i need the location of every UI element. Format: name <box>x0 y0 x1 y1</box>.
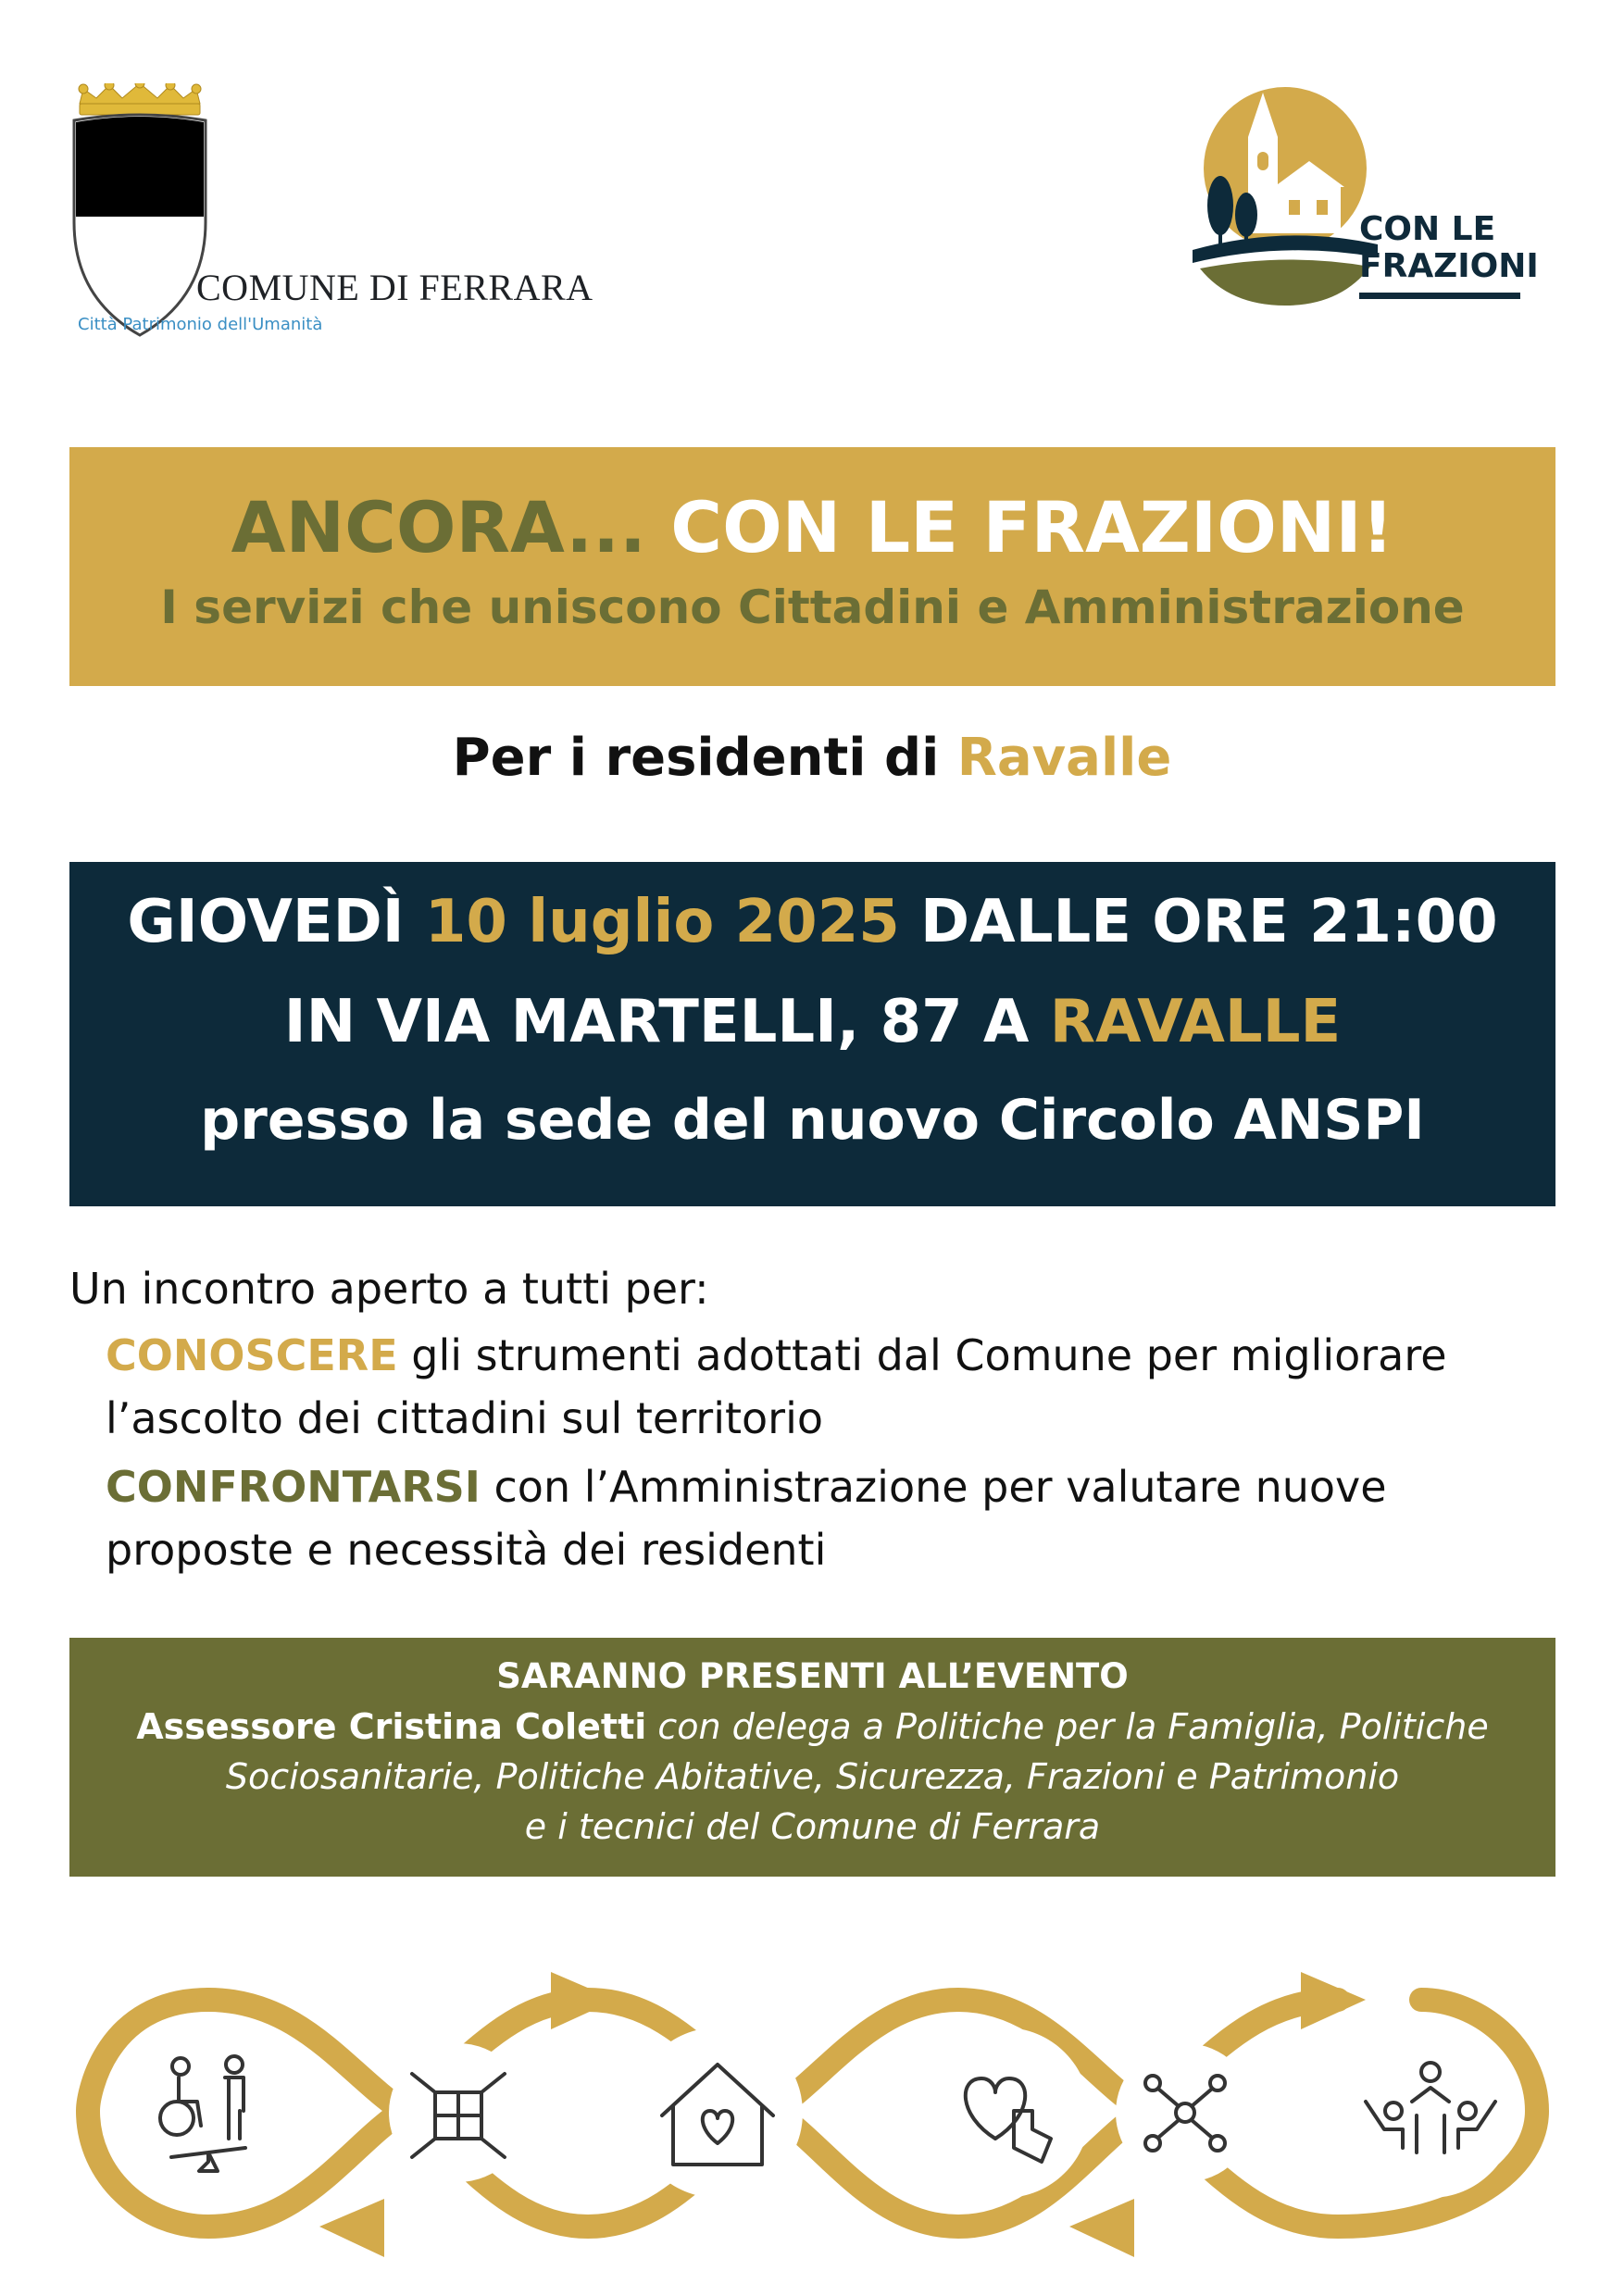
title-band <box>69 447 1555 686</box>
ferrara-coat-of-arms-logo <box>65 83 620 352</box>
bullet-text: gli strumenti adottati dal Comune per migliorare l’ascolto dei cittadini sul territorio <box>106 1330 1447 1443</box>
wordmark-underline <box>1359 293 1520 299</box>
event-venue: presso la sede del nuovo Circolo ANSPI <box>200 1088 1425 1153</box>
presenter-role-cont: Sociosanitarie, Politiche Abitative, Sicurezza, Frazioni e Patrimonio <box>225 1756 1400 1797</box>
presenter-role: con delega a Politiche per la Famiglia, Politiche <box>646 1706 1489 1747</box>
event-time: DALLE ORE 21:00 <box>899 888 1498 956</box>
subtitle: I servizi che uniscono Cittadini e Amministrazione <box>160 580 1465 634</box>
con-le-frazioni-logo <box>1193 85 1378 307</box>
intro-text: Un incontro aperto a tutti per: <box>69 1264 709 1314</box>
residents-line <box>0 728 1624 788</box>
presenters-heading: SARANNO PRESENTI ALL’EVENTO <box>496 1656 1129 1696</box>
list-item <box>106 1455 1550 1581</box>
event-address <box>69 988 1555 1056</box>
bullet-keyword: CONOSCERE <box>106 1330 398 1380</box>
municipality-subtitle: Città Patrimonio dell'Umanità <box>78 315 323 334</box>
wordmark-line2: FRAZIONI <box>1359 247 1539 285</box>
main-title-part1: ANCORA... <box>231 486 671 568</box>
presenters-band <box>69 1638 1555 1877</box>
residents-place: Ravalle <box>956 728 1172 788</box>
event-town: RAVALLE <box>1049 988 1342 1056</box>
wordmark-line1: CON LE <box>1359 210 1496 248</box>
event-day: GIOVEDÌ <box>127 888 425 956</box>
main-title <box>69 486 1555 568</box>
bullet-keyword: CONFRONTARSI <box>106 1462 481 1512</box>
presenter-name: Assessore Cristina Coletti <box>136 1706 647 1747</box>
residents-prefix: Per i residenti di <box>452 728 957 788</box>
event-date: 10 luglio 2025 <box>424 888 900 956</box>
bullet-text: con l’Amministrazione per valutare nuove proposte e necessità dei residenti <box>106 1462 1387 1575</box>
event-details-band <box>69 862 1555 1206</box>
municipality-name: COMUNE DI FERRARA <box>196 267 593 308</box>
presenter-technicians: e i tecnici del Comune di Ferrara <box>524 1806 1101 1847</box>
event-street: IN VIA MARTELLI, 87 A <box>283 988 1050 1056</box>
event-datetime <box>69 888 1555 956</box>
services-chain-graphic <box>69 1963 1555 2259</box>
con-le-frazioni-wordmark <box>1359 211 1539 285</box>
presenter-line <box>69 1706 1555 1747</box>
list-item <box>106 1324 1550 1450</box>
main-title-part2: CON LE FRAZIONI! <box>670 486 1394 568</box>
